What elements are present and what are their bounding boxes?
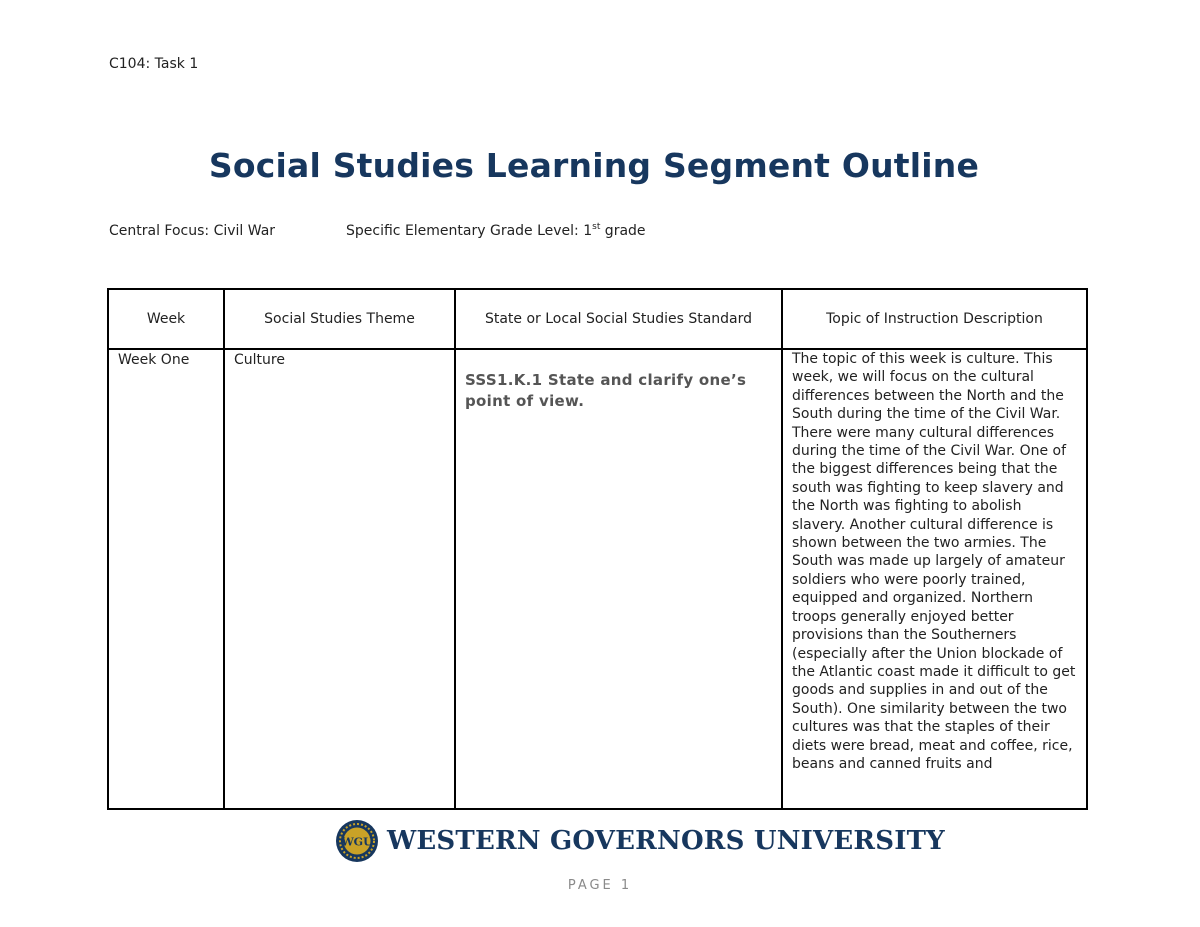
description-cell <box>782 349 1087 809</box>
description-value: The topic of this week is culture. This week, we will focus on the cultural differences between the North and the South during the time of the Civil War. There were many cultural differences during the time of the Civil War. One of the biggest differences being that the south was fighting to keep slavery and the North was fighting to abolish slavery. Another cultural difference is shown between the two armies. The South was made up largely of amateur soldiers who were poorly trained, equipped and organized. Northern troops generally enjoyed better provisions than the Southerners (especially after the Union blockade of the Atlantic coast made it difficult to get goods and supplies in and out of the South). One similarity between the two cultures was that the staples of their diets were bread, meat and coffee, rice, beans and canned fruits and <box>792 351 1076 772</box>
column-header-standard: State or Local Social Studies Standard <box>455 289 782 349</box>
university-logo <box>335 819 945 863</box>
university-name: WESTERN GOVERNORS UNIVERSITY <box>387 826 945 856</box>
grade-level-prefix: Specific Elementary Grade Level: 1 <box>346 223 593 239</box>
learning-segment-table <box>107 288 1088 810</box>
page-number: PAGE 1 <box>567 878 633 893</box>
week-cell <box>108 349 224 809</box>
table-header-row <box>108 289 1087 349</box>
grade-level-suffix: grade <box>600 223 646 239</box>
column-header-week: Week <box>108 289 224 349</box>
document-header-label: C104: Task 1 <box>109 56 199 72</box>
university-seal-icon <box>335 819 379 863</box>
grade-level <box>346 223 646 239</box>
document-title: Social Studies Learning Segment Outline <box>208 146 980 185</box>
grade-level-sup: st <box>592 222 601 232</box>
week-value: Week One <box>118 352 190 368</box>
standard-value: SSS1.K.1 State and clarify one’s point of view. <box>465 371 747 410</box>
theme-cell <box>224 349 455 809</box>
column-header-description: Topic of Instruction Description <box>782 289 1087 349</box>
standard-cell <box>455 349 782 809</box>
theme-value: Culture <box>234 352 285 368</box>
focus-line <box>109 222 646 239</box>
central-focus: Central Focus: Civil War <box>109 223 276 239</box>
table-row <box>108 349 1087 809</box>
seal-lettering: WGU <box>341 835 373 849</box>
column-header-theme: Social Studies Theme <box>224 289 455 349</box>
